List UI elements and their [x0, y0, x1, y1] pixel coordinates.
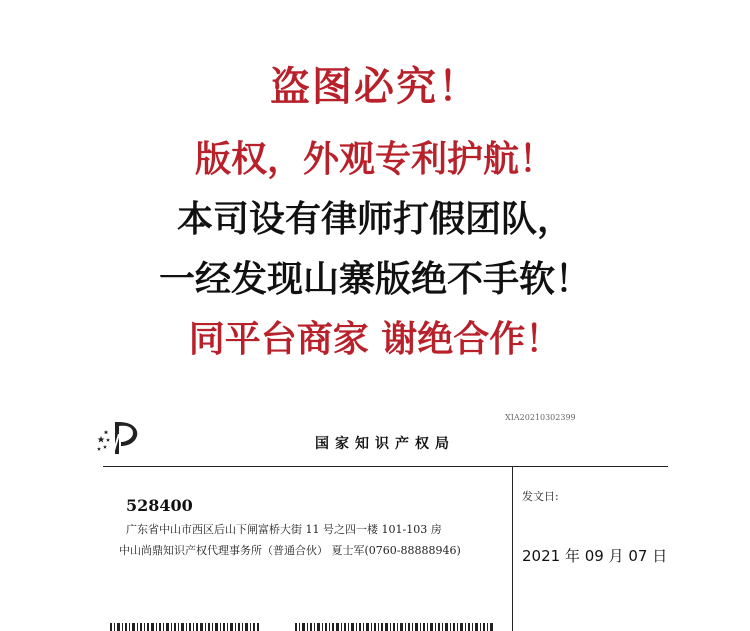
column-divider	[512, 466, 513, 631]
banner-line-2: 版权，外观专利护航！	[194, 139, 555, 180]
office-title: 国家知识产权局	[315, 436, 455, 452]
banner-line-3: 本司设有律师打假团队，	[176, 199, 573, 240]
banner-line-1: 盗图必究！	[270, 64, 480, 110]
banner-line-4: 一经发现山寨版绝不手软！	[158, 259, 591, 300]
header-divider	[103, 466, 668, 467]
recipient-address: 广东省中山市西区后山下闸富桥大街 11 号之四一楼 101-103 房	[126, 523, 442, 536]
document-serial: XIA20210302399	[505, 413, 576, 422]
postcode: 528400	[126, 496, 193, 515]
issue-date-label: 发文日:	[522, 490, 559, 503]
agency-contact: 中山尚鼎知识产权代理事务所（普通合伙） 夏士军(0760-88888946)	[119, 544, 461, 557]
barcode-right	[295, 623, 495, 631]
ip-office-document	[0, 400, 750, 631]
barcode-left	[110, 623, 260, 631]
issue-date: 2021 年 09 月 07 日	[522, 547, 668, 565]
banner-line-5: 同平台商家 谢绝合作！	[188, 319, 562, 360]
